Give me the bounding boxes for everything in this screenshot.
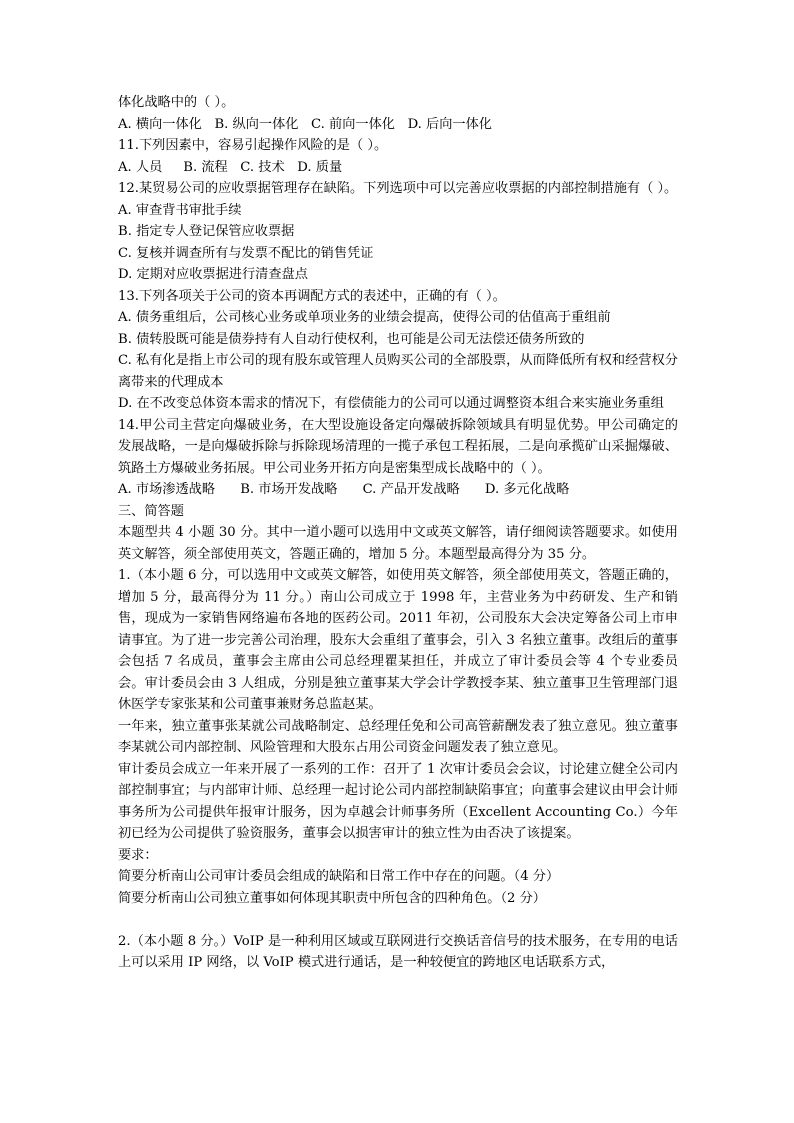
document-page bbox=[118, 92, 678, 974]
option-b: B. 市场开发战略 bbox=[240, 482, 338, 497]
requirement-2: 简要分析南山公司独立董事如何体现其职责中所包含的四种角色。（2 分） bbox=[118, 890, 546, 906]
section-intro: 本题型共 4 小题 30 分。其中一道小题可以选用中文或英文解答，请仔细阅读答题要求。如使用英文解答，须全部使用英文，答题正确的，增加 5 分。本题型最高得分为 35 分。 bbox=[118, 525, 678, 562]
case2-paragraph-1: 2.（本小题 8 分。）VoIP 是一种利用区域或互联网进行交换话音信号的技术服务，在专用的电话上可以采用 IP 网络，以 VoIP 模式进行通话，是一种较便宜的跨地区电话联系方式， bbox=[118, 933, 678, 970]
option-d: D. 后向一体化 bbox=[407, 116, 492, 132]
case1-paragraph-3: 审计委员会成立一年来开展了一系列的工作：召开了 1 次审计委员会会议，讨论建立健全公司内部控制事宜；与内部审计师、总经理一起讨论公司内部控制缺陷事宜；向董事会建议由甲会计师事务所为公司提供年报审计服务，因为卓越会计师事务所（Excellent Accounting Co.）今年初已经为公司提供了验资服务，董事会以损害审计的独立性为由否决了该提案。 bbox=[118, 761, 678, 841]
q12-option-c: C. 复核并调查所有与发票不配比的销售凭证 bbox=[118, 245, 374, 261]
option-b: B. 纵向一体化 bbox=[214, 116, 299, 132]
case1-paragraph-1: 1.（本小题 6 分，可以选用中文或英文解答，如使用英文解答，须全部使用英文，答题正确的，增加 5 分，最高得分为 11 分。）南山公司成立于 1998 年，主营业务为中药研发、生产和销售，现成为一家销售网络遍布各地的医药公司。2011 年初，公司股东大会决定筹备公司上市申请事宜。为了进一步完善公司治理，股东大会重组了董事会，引入 3 名独立董事。改组后的董事会包括 7 名成员，董事会主席由公司总经理瞿某担任，并成立了审计委员会等 4 个专业委员会。审计委员会由 3 人组成，分别是独立董事某大学会计学教授李某、独立董事卫生管理部门退休医学专家张某和公司董事兼财务总监赵某。 bbox=[118, 568, 678, 712]
q13-stem: 13.下列各项关于公司的资本再调配方式的表述中，正确的有（ ）。 bbox=[118, 288, 506, 304]
blank-line bbox=[118, 909, 678, 931]
q12-stem: 12.某贸易公司的应收票据管理存在缺陷。下列选项中可以完善应收票据的内部控制措施有（ ）。 bbox=[118, 181, 678, 196]
option-d: D. 质量 bbox=[297, 159, 343, 175]
option-a: A. 市场渗透战略 bbox=[118, 482, 216, 497]
q13-option-a: A. 债务重组后，公司核心业务或单项业务的业绩会提高，使得公司的估值高于重组前 bbox=[118, 310, 611, 325]
option-d: D. 多元化战略 bbox=[484, 482, 570, 497]
q10-tail: 体化战略中的（ ）。 bbox=[118, 95, 235, 110]
option-a: A. 人员 bbox=[118, 159, 163, 175]
requirements-label: 要求： bbox=[118, 847, 158, 863]
option-c: C. 产品开发战略 bbox=[362, 482, 460, 497]
section-title: 三、简答题 bbox=[118, 503, 184, 519]
q11-stem: 11.下列因素中，容易引起操作风险的是（ ）。 bbox=[118, 138, 388, 153]
option-c: C. 前向一体化 bbox=[311, 116, 395, 132]
q11-options bbox=[118, 157, 678, 179]
q14-options bbox=[118, 479, 678, 501]
option-c: C. 技术 bbox=[240, 159, 285, 175]
option-b: B. 流程 bbox=[183, 159, 228, 175]
q13-option-d: D. 在不改变总体资本需求的情况下，有偿债能力的公司可以通过调整资本组合来实施业务重组 bbox=[118, 396, 664, 411]
q12-option-b: B. 指定专人登记保管应收票据 bbox=[118, 224, 295, 239]
q12-option-a: A. 审查背书审批手续 bbox=[118, 202, 242, 218]
requirement-1: 简要分析南山公司审计委员会组成的缺陷和日常工作中存在的问题。（4 分） bbox=[118, 869, 560, 884]
q14-stem: 14.甲公司主营定向爆破业务，在大型设施设备定向爆破拆除领域具有明显优势。甲公司确定的发展战略，一是向爆破拆除与拆除现场清理的一揽子承包工程拓展，二是向承揽矿山采掘爆破、筑路土方爆破业务拓展。甲公司业务开拓方向是密集型成长战略中的（ ）。 bbox=[118, 417, 678, 476]
q10-options bbox=[118, 114, 678, 136]
option-a: A. 横向一体化 bbox=[118, 116, 202, 132]
case1-paragraph-2: 一年来，独立董事张某就公司战略制定、总经理任免和公司高管薪酬发表了独立意见。独立董事李某就公司内部控制、风险管理和大股东占用公司资金问题发表了独立意见。 bbox=[118, 718, 678, 755]
q12-option-d: D. 定期对应收票据进行清查盘点 bbox=[118, 267, 308, 282]
q13-option-b: B. 债转股既可能是债券持有人自动行使权利，也可能是公司无法偿还债务所致的 bbox=[118, 331, 585, 347]
q13-option-c: C. 私有化是指上市公司的现有股东或管理人员购买公司的全部股票，从而降低所有权和经营权分离带来的代理成本 bbox=[118, 353, 678, 390]
